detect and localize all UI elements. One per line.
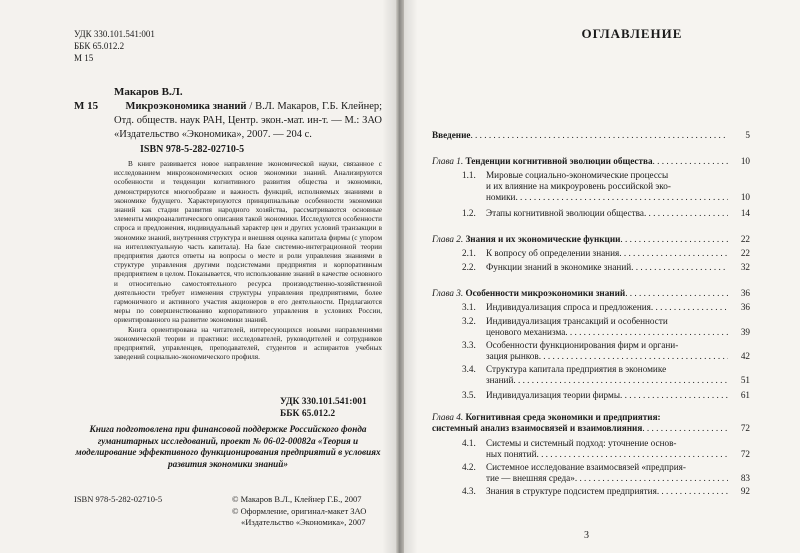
abstract-paragraph: Книга ориентирована на читателей, интересующихся новыми направлениями экономической теории и практики: исследователей, руководителей и сотрудников предприятий, управленцев, преподавателей, студентов и аспирантов учебных заведений социально-экономического профиля. <box>114 325 382 362</box>
call-mark: М 15 <box>74 100 99 112</box>
toc-chapter-number: Глава 2. <box>432 234 466 244</box>
toc-page-number: 10 <box>740 156 750 166</box>
toc-entry <box>462 327 750 338</box>
toc-chapter-title: системный анализ взаимосвязей и взаимовлияния <box>432 423 643 433</box>
toc-entry-label <box>432 423 728 434</box>
toc-entry-title: ценового механизма <box>486 327 566 337</box>
author-mark: М 15 <box>74 53 94 63</box>
toc-entry-title: Введение <box>432 130 471 140</box>
toc-entry-label <box>432 234 728 245</box>
toc-entry-title: Структура капитала предприятия в экономике <box>486 364 667 374</box>
toc-entry-label <box>462 351 728 362</box>
toc-entry <box>462 375 750 386</box>
toc-chapter-number: Глава 3. <box>432 288 466 298</box>
toc-entry-number: 2.2. <box>462 262 476 272</box>
abstract-paragraph: В книге развивается новое направление экономической науки, связанное с исследованием микроэкономических основ экономики знаний. Анализируются особенности и тенденции когнитивного развития общества и экономики, демонстрируются многообразие и важность функций, исполняемых знаниями в экономике будущего. Характеризуются принципиальные особенности экономики знаний как стадии развития народного хозяйства, рассматриваются основные элементы микроаналитического описания такой экономики. Исследуются особенности спроса и предложения, индивидуальный характер цен и других условий транзакции в экономике знаний, внутренняя структура и внешняя оценка капитала фирмы (с упором на интеллектуальную часть капитала). На базе системно-интеграционной теории предприятия даются ответы на вопросы о месте и роли управления знаниями в структуре управления другими подсистемами предприятия и корпоративным предприятием в целом. Показывается, что использование знаний в качестве основного и относительно самостоятельного ресурса производственно-хозяйственной деятельности требует изменения структуры управления предприятиями, более гармоничного и активного участия акционеров в его деятельности. Предлагаются меры по совершенствованию корпоративного управления в условиях России, ориентированного на развитие экономики знаний. <box>114 160 382 325</box>
toc-entry-line <box>462 340 678 351</box>
toc-entry-title: знаний <box>486 375 514 385</box>
bibliographic-record <box>114 100 382 142</box>
toc-entry-label <box>462 302 728 313</box>
toc-entry-title: Системы и системный подход: уточнение основ- <box>486 438 677 448</box>
toc-chapter-number: Глава 1. <box>432 156 466 166</box>
toc-page-number: 32 <box>740 262 750 272</box>
toc-page-number: 10 <box>740 192 750 202</box>
isbn-bottom: ISBN 978-5-282-02710-5 <box>74 494 163 504</box>
toc-entry-label <box>462 449 728 460</box>
toc-entry-number: 2.1. <box>462 248 476 258</box>
toc-page-number: 22 <box>740 248 750 258</box>
book-title: Микроэкономика знаний <box>125 101 247 112</box>
toc-chapter-title: Знания и их экономические функции <box>465 234 621 244</box>
toc-entry-line <box>462 170 668 181</box>
toc-entry-number: 3.4. <box>462 364 476 374</box>
bbk-code: ББК 65.012.2 <box>280 409 336 419</box>
udc-code: УДК 330.101.541:001 <box>74 29 155 39</box>
right-page <box>404 0 800 553</box>
toc-page-number: 5 <box>745 130 750 140</box>
toc-entry-title: Мировые социально-экономические процессы <box>486 170 669 180</box>
toc-entry-number: 4.3. <box>462 486 476 496</box>
toc-entry-label <box>462 192 728 203</box>
toc-page-number: 36 <box>740 288 750 298</box>
toc-entry-label <box>432 130 728 141</box>
toc-entry-title: Индивидуализация трансакций и особенности <box>486 316 668 326</box>
toc-entry <box>462 473 750 484</box>
bbk-code: ББК 65.012.2 <box>74 41 125 51</box>
toc-entry-line: и их влияние на микроуровень российской эко- <box>486 181 671 191</box>
copyright-line: «Издательство «Экономика», 2007 <box>241 517 366 527</box>
toc-entry-number: 4.1. <box>462 438 476 448</box>
toc-page-number: 83 <box>740 473 750 483</box>
toc-entry <box>432 234 750 245</box>
udc-code: УДК 330.101.541:001 <box>280 397 367 407</box>
toc-entry-number: 1.2. <box>462 208 476 218</box>
toc-entry-label <box>462 375 728 386</box>
abstract <box>114 160 382 362</box>
toc-entry-label <box>432 156 728 167</box>
toc-entry <box>432 130 750 141</box>
toc-entry-number: 4.2. <box>462 462 476 472</box>
isbn: ISBN 978-5-282-02710-5 <box>140 144 245 155</box>
toc-entry-title: Функции знаний в экономике знаний <box>486 262 632 272</box>
toc-entry-title: тие — внешняя среда» <box>486 473 575 483</box>
toc-entry-title: Этапы когнитивной эволюции общества <box>486 208 644 218</box>
toc-page-number: 42 <box>740 351 750 361</box>
toc-entry-number: 1.1. <box>462 170 476 180</box>
toc-entry <box>432 156 750 167</box>
toc-entry <box>462 302 750 313</box>
toc-entry-label <box>462 473 728 484</box>
toc-page-number: 51 <box>740 375 750 385</box>
toc-entry <box>462 390 750 401</box>
toc-entry-label <box>432 288 728 299</box>
toc-entry-line <box>462 364 666 375</box>
toc-entry-label <box>462 327 728 338</box>
toc-page-number: 72 <box>740 449 750 459</box>
toc-entry-label <box>462 262 728 273</box>
author-name: Макаров В.Л. <box>114 86 183 98</box>
toc-page-number: 36 <box>740 302 750 312</box>
toc-entry-label <box>462 486 728 497</box>
toc-page-number: 39 <box>740 327 750 337</box>
toc-entry <box>462 486 750 497</box>
toc-entry-label <box>462 248 728 259</box>
toc-entry <box>462 262 750 273</box>
toc-entry <box>462 192 750 203</box>
copyright-line: © Оформление, оригинал-макет ЗАО <box>232 505 367 516</box>
toc-chapter-title: Когнитивная среда экономики и предприятия: <box>465 412 661 422</box>
toc-entry-title: номики <box>486 192 516 202</box>
toc-page-number: 72 <box>740 423 750 433</box>
toc-entry-title: Особенности функционирования фирм и органи- <box>486 340 679 350</box>
toc-page-number: 61 <box>740 390 750 400</box>
toc-chapter-line <box>432 412 661 423</box>
toc-entry-number: 3.1. <box>462 302 476 312</box>
left-page <box>0 0 396 553</box>
toc-entry <box>462 351 750 362</box>
book-gutter <box>396 0 404 553</box>
toc-entry <box>462 208 750 219</box>
classification-codes-bottom <box>280 396 367 420</box>
toc-entry-line <box>462 438 677 449</box>
toc-entry-label <box>462 208 728 219</box>
toc-entry-title: ных понятий <box>486 449 537 459</box>
toc-entry-title: Системное исследование взаимосвязей «предприя- <box>486 462 686 472</box>
toc-entry-title: К вопросу об определении знания <box>486 248 620 258</box>
toc-chapter-title: Особенности микроэкономики знаний <box>465 288 626 298</box>
page-number: 3 <box>584 530 589 541</box>
toc-entry <box>432 423 750 434</box>
toc-entry-line <box>462 316 668 327</box>
copyright <box>232 494 392 529</box>
classification-codes <box>74 28 155 64</box>
toc-entry-title: Индивидуализация теории фирмы <box>486 390 620 400</box>
toc-entry <box>462 248 750 259</box>
grant-note: Книга подготовлена при финансовой поддержке Российского фонда гуманитарных исследований, проект № 06-02-00082а «Теория и моделирование эффективного функционирования предприятий в условиях развития экономики знаний» <box>75 424 381 469</box>
toc-entry-title: Знания в структуре подсистем предприятия <box>486 486 657 496</box>
toc-page-number: 22 <box>740 234 750 244</box>
bibliographic-details: / В.Л. Макаров, Г.Б. Клейнер; Отд. обществ. наук РАН, Центр. экон.-мат. ин-т. — М.: ЗАО «Издательство «Экономика», 2007. — 204 с. <box>114 101 383 140</box>
toc-entry <box>432 288 750 299</box>
toc-entry-title: зация рынков <box>486 351 539 361</box>
toc-title: ОГЛАВЛЕНИЕ <box>581 26 683 41</box>
toc-page-number: 92 <box>740 486 750 496</box>
toc-entry <box>462 449 750 460</box>
toc-entry-label <box>462 390 728 401</box>
copyright-line: © Макаров В.Л., Клейнер Г.Б., 2007 <box>232 494 362 504</box>
toc-chapter-title: Тенденции когнитивной эволюции общества <box>465 156 653 166</box>
toc-entry-line <box>462 462 686 473</box>
toc-chapter-number: Глава 4. <box>432 412 466 422</box>
toc-entry-number: 3.3. <box>462 340 476 350</box>
toc-page-number: 14 <box>740 208 750 218</box>
toc-entry-title: Индивидуализация спроса и предложения <box>486 302 651 312</box>
toc-entry-number: 3.2. <box>462 316 476 326</box>
toc-entry-number: 3.5. <box>462 390 476 400</box>
